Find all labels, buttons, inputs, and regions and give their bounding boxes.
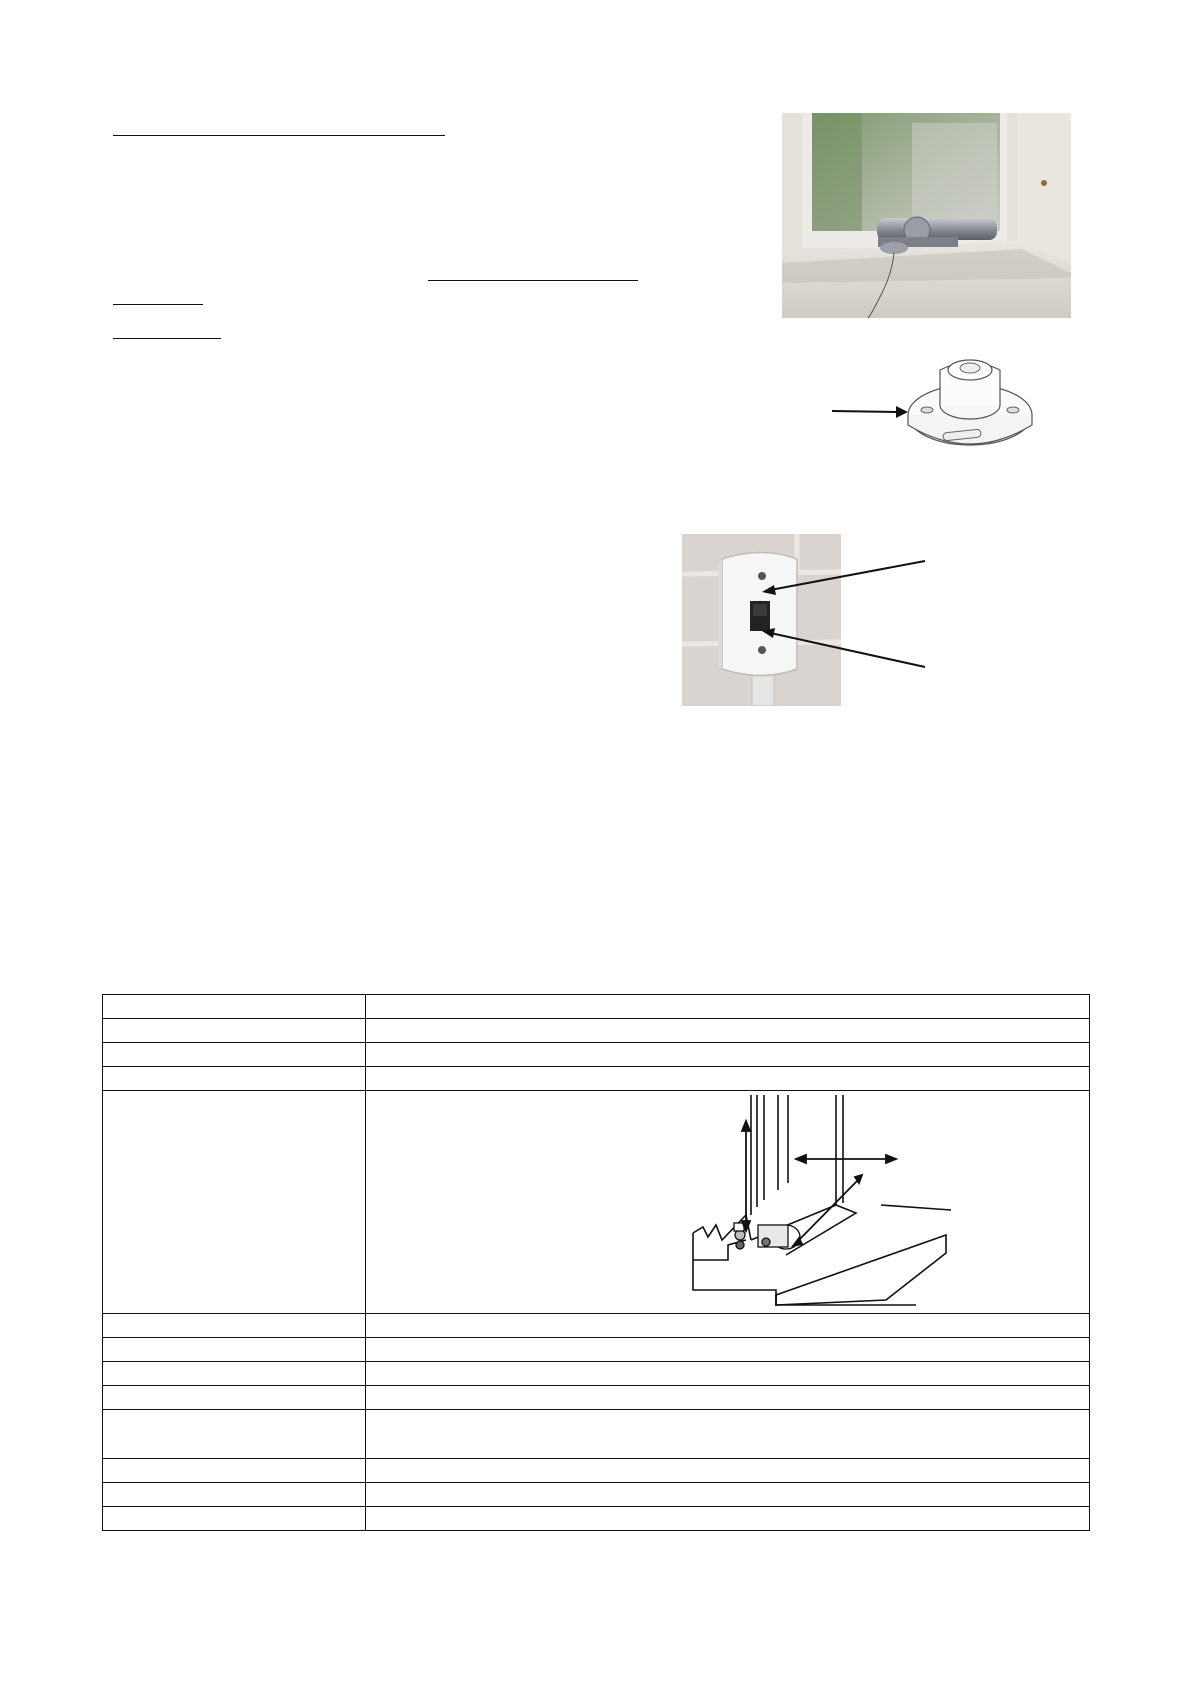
spec-value [366, 1483, 1090, 1507]
spec-label [103, 1019, 366, 1043]
table-row [103, 1386, 1090, 1410]
specification-table [102, 994, 1090, 1531]
section-underline [113, 338, 221, 339]
spec-value [366, 1067, 1090, 1091]
spec-value [366, 1019, 1090, 1043]
spec-label [103, 1483, 366, 1507]
spec-label [103, 1338, 366, 1362]
table-row [103, 1507, 1090, 1531]
table-row [103, 1483, 1090, 1507]
spec-value [366, 1043, 1090, 1067]
table-row [103, 1067, 1090, 1091]
spec-value [366, 1362, 1090, 1386]
spec-label [103, 1067, 366, 1091]
spec-label [103, 1362, 366, 1386]
link-underline-1-cont [113, 304, 203, 305]
table-row [103, 1362, 1090, 1386]
spec-label [103, 1410, 366, 1459]
table-row [103, 1043, 1090, 1067]
spec-label [103, 1043, 366, 1067]
spec-value [366, 1338, 1090, 1362]
table-row [103, 1410, 1090, 1459]
spec-value [366, 1314, 1090, 1338]
spec-label [103, 1386, 366, 1410]
table-row [103, 1019, 1090, 1043]
table-row [103, 1314, 1090, 1338]
installation-diagram-cell [366, 1091, 1090, 1314]
table-row [103, 1091, 1090, 1314]
spec-value [366, 1410, 1090, 1459]
heading-underline [113, 135, 445, 136]
spec-label [103, 1091, 366, 1314]
spec-label [103, 995, 366, 1019]
link-underline-1 [428, 280, 638, 281]
table-row [103, 1459, 1090, 1483]
table-row [103, 1338, 1090, 1362]
spec-value [366, 995, 1090, 1019]
spec-label [103, 1314, 366, 1338]
window-actuator-photo [782, 113, 1071, 318]
spec-label [103, 1459, 366, 1483]
switch-callout-arrows [740, 555, 930, 675]
spec-value [366, 1507, 1090, 1531]
mounting-bracket-drawing [825, 335, 1055, 465]
installation-diagram [646, 1095, 1046, 1313]
spec-value [366, 1386, 1090, 1410]
table-row [103, 995, 1090, 1019]
spec-label [103, 1507, 366, 1531]
spec-value [366, 1459, 1090, 1483]
